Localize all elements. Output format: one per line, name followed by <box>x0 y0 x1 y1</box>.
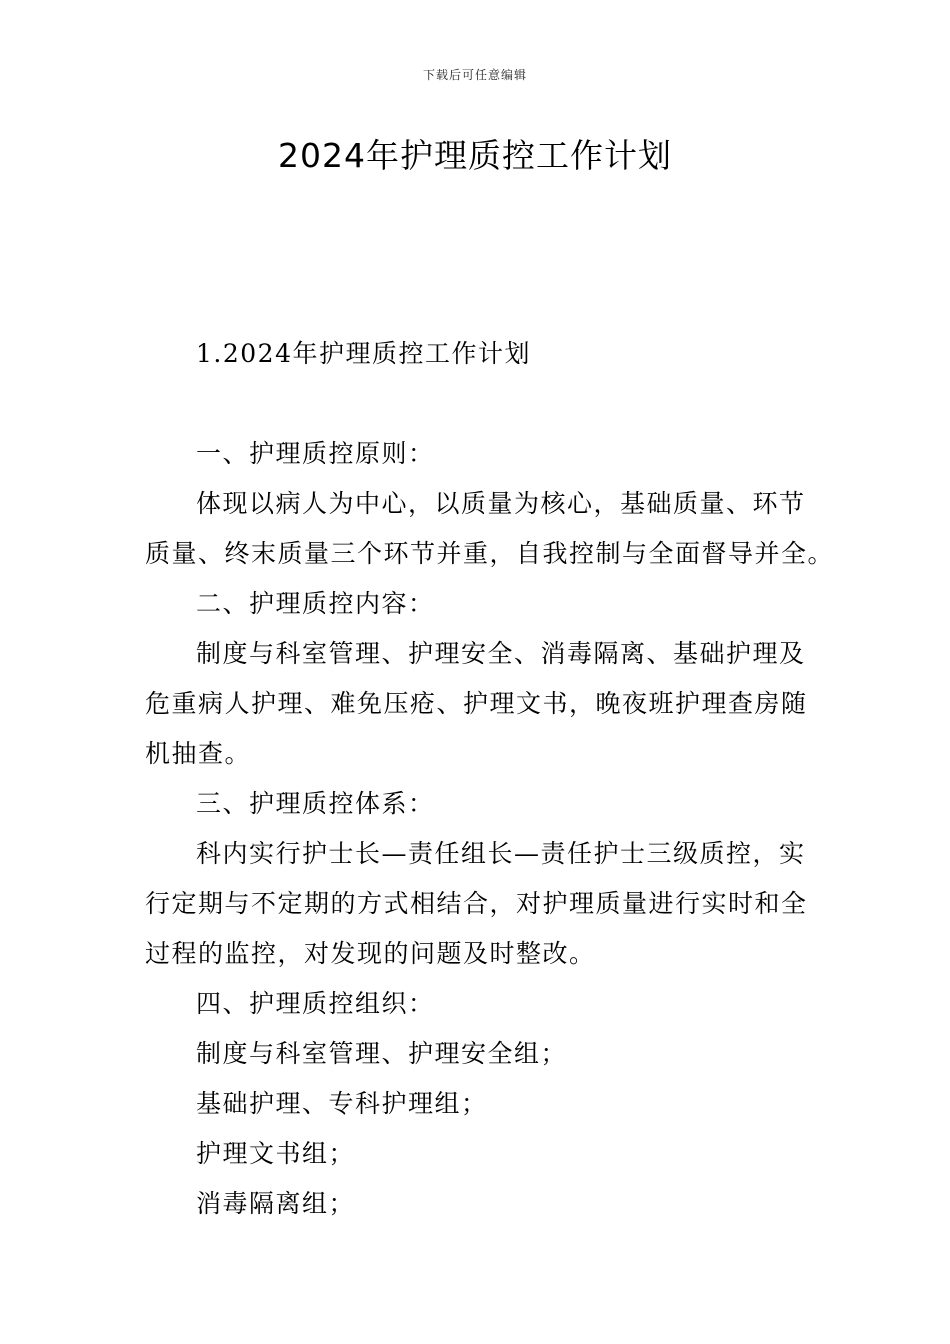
section-heading: 1.2024年护理质控工作计划 <box>196 339 531 368</box>
paragraph-line: 质量、终末质量三个环节并重，自我控制与全面督导并全。 <box>145 539 835 568</box>
list-item: 护理文书组； <box>196 1139 356 1168</box>
paragraph-line: 科内实行护士长—责任组长—责任护士三级质控，实 <box>196 839 806 868</box>
paragraph-line: 危重病人护理、难免压疮、护理文书，晚夜班护理查房随 <box>145 689 808 718</box>
section-heading: 二、护理质控内容： <box>196 589 435 618</box>
list-item: 制度与科室管理、护理安全组； <box>196 1039 568 1068</box>
header-note: 下载后可任意编辑 <box>422 68 527 82</box>
paragraph-line: 体现以病人为中心，以质量为核心，基础质量、环节 <box>196 489 806 518</box>
section-heading: 三、护理质控体系： <box>196 789 435 818</box>
paragraph-line: 机抽查。 <box>145 739 252 768</box>
section-heading: 一、护理质控原则： <box>196 439 435 468</box>
list-item: 基础护理、专科护理组； <box>196 1089 488 1118</box>
paragraph-line: 制度与科室管理、护理安全、消毒隔离、基础护理及 <box>196 639 806 668</box>
section-heading: 四、护理质控组织： <box>196 989 435 1018</box>
list-item: 消毒隔离组； <box>196 1189 356 1218</box>
paragraph-line: 过程的监控，对发现的问题及时整改。 <box>145 939 596 968</box>
paragraph-line: 行定期与不定期的方式相结合，对护理质量进行实时和全 <box>145 889 808 918</box>
document-title: 2024年护理质控工作计划 <box>278 136 672 175</box>
